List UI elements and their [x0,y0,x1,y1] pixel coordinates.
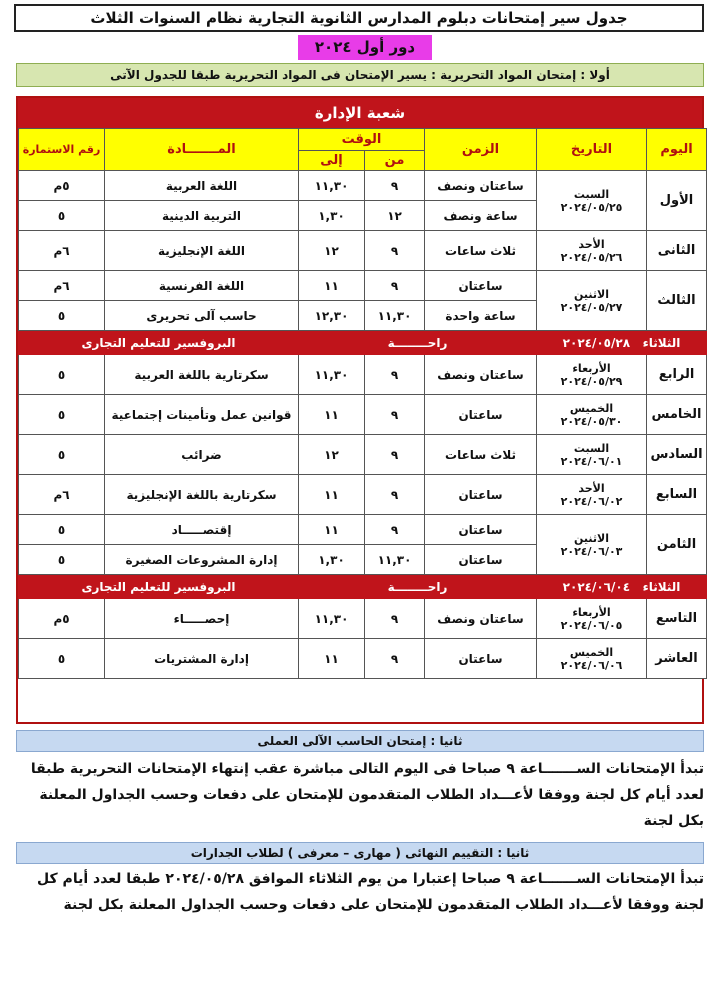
day-cell: العاشر [647,639,707,679]
rest-note: البروفسير للتعليم التجارى [19,575,299,599]
col-date: التاريخ [537,129,647,171]
table-row [19,231,707,271]
table-row [19,395,707,435]
from-cell: ٩ [365,171,425,201]
col-subject: المـــــــادة [105,129,299,171]
table-row [19,271,707,301]
to-cell: ١١ [299,639,365,679]
from-cell: ١١,٣٠ [365,545,425,575]
section2-text: تبدأ الإمتحانات الســـــــاعة ٩ صباحا فى اليوم التالى مباشرة عقب إنتهاء الإمتحانات التحريرية طبقا لعدد أيام كل لجنة ووفقا لأعـــداد الطلاب المتقدمون للإمتحان على دفعات وحسب الجداول المعلنة بكل لجنة [30,761,704,829]
section3-text: تبدأ الإمتحانات الســـــــاعة ٩ صباحا إعتبارا من يوم الثلاثاء الموافق ٢٠٢٤/٠٥/٢٨ طبقا لعدد أيام كل لجنة ووفقا لأعـــداد الطلاب المتقدمون للإمتحان على دفعات وحسب الجداول المعلنة بكل لجنة [37,871,704,913]
from-cell: ٩ [365,355,425,395]
duration-cell: ساعة واحدة [425,301,537,331]
date-cell: الخميس ٢٠٢٤/٠٦/٠٦ [537,639,647,679]
day-cell: السابع [647,475,707,515]
table-row [19,475,707,515]
duration-cell: ثلاث ساعات [425,231,537,271]
subject-cell: اللغة العربية [105,171,299,201]
rest-date: الثلاثاء ٢٠٢٤/٠٦/٠٤ [537,575,707,599]
duration-cell: ساعتان ونصف [425,355,537,395]
subject-cell: إدارة المشروعات الصغيرة [105,545,299,575]
duration-cell: ساعتان ونصف [425,599,537,639]
duration-cell: ثلاث ساعات [425,435,537,475]
date-cell: الخميس ٢٠٢٤/٠٥/٣٠ [537,395,647,435]
col-form: رقم الاستمارة [19,129,105,171]
table-row [19,171,707,201]
form-cell: ٥ [19,355,105,395]
date-cell: الأحد ٢٠٢٤/٠٦/٠٢ [537,475,647,515]
from-cell: ٩ [365,475,425,515]
subject-cell: اللغة الفرنسية [105,271,299,301]
table-row [19,515,707,545]
form-cell: ٥ [19,301,105,331]
section2-heading: ثانيا : إمتحان الحاسب الآلى العملى [16,730,704,752]
duration-cell: ساعتان [425,395,537,435]
to-cell: ١٢ [299,435,365,475]
form-cell: ٦م [19,475,105,515]
to-cell: ١١,٣٠ [299,171,365,201]
form-cell: ٥ [19,639,105,679]
day-cell: الخامس [647,395,707,435]
to-cell: ١١ [299,395,365,435]
col-duration: الزمن [425,129,537,171]
date-cell: الاثنين ٢٠٢٤/٠٥/٢٧ [537,271,647,331]
subject-cell: التربية الدينية [105,201,299,231]
day-cell: التاسع [647,599,707,639]
page-title: جدول سير إمتحانات دبلوم المدارس الثانوية التجارية نظام السنوات الثلاث [14,4,704,32]
to-cell: ١١ [299,515,365,545]
department-header: شعبة الإدارة [18,98,702,128]
duration-cell: ساعتان ونصف [425,171,537,201]
exam-round-badge: دور أول ٢٠٢٤ [298,35,432,60]
duration-cell: ساعة ونصف [425,201,537,231]
date-cell: الأحد ٢٠٢٤/٠٥/٢٦ [537,231,647,271]
table-row [19,599,707,639]
to-cell: ١١ [299,475,365,515]
duration-cell: ساعتان [425,515,537,545]
subject-cell: ضرائب [105,435,299,475]
col-from: من [365,151,425,171]
from-cell: ٩ [365,231,425,271]
rest-label: راحــــــــة [299,575,537,599]
col-to: إلى [299,151,365,171]
subject-cell: اللغة الإنجليزية [105,231,299,271]
day-cell: الثالث [647,271,707,331]
section3-heading: ثانيا : التقييم النهائى ( مهارى – معرفى ) لطلاب الجدارات [16,842,704,864]
to-cell: ١١,٣٠ [299,355,365,395]
to-cell: ١١,٣٠ [299,599,365,639]
from-cell: ٩ [365,639,425,679]
col-time: الوقت [299,129,425,151]
form-cell: ٥م [19,599,105,639]
duration-cell: ساعتان [425,545,537,575]
day-cell: الأول [647,171,707,231]
form-cell: ٥ [19,395,105,435]
form-cell: ٥ [19,545,105,575]
to-cell: ١,٣٠ [299,545,365,575]
to-cell: ١١ [299,271,365,301]
subject-cell: حاسب آلى تحريرى [105,301,299,331]
duration-cell: ساعتان [425,639,537,679]
from-cell: ١٢ [365,201,425,231]
rest-day-row [19,331,707,355]
rest-label: راحــــــــة [299,331,537,355]
day-cell: السادس [647,435,707,475]
date-cell: السبت ٢٠٢٤/٠٦/٠١ [537,435,647,475]
from-cell: ٩ [365,515,425,545]
to-cell: ١٢ [299,231,365,271]
to-cell: ١,٣٠ [299,201,365,231]
date-cell: الأربعاء ٢٠٢٤/٠٦/٠٥ [537,599,647,639]
date-cell: الاثنين ٢٠٢٤/٠٦/٠٣ [537,515,647,575]
subject-cell: إدارة المشتريات [105,639,299,679]
col-day: اليوم [647,129,707,171]
form-cell: ٥م [19,171,105,201]
from-cell: ٩ [365,395,425,435]
subject-cell: سكرتارية باللغة العربية [105,355,299,395]
duration-cell: ساعتان [425,271,537,301]
subject-cell: إحصـــــاء [105,599,299,639]
table-row [19,639,707,679]
from-cell: ٩ [365,599,425,639]
rest-date: الثلاثاء ٢٠٢٤/٠٥/٢٨ [537,331,707,355]
section1-heading: أولا : إمتحان المواد التحريرية : يسير الإمتحان فى المواد التحريرية طبقا للجدول الآتى [16,63,704,87]
table-row [19,435,707,475]
from-cell: ١١,٣٠ [365,301,425,331]
day-cell: الثانى [647,231,707,271]
form-cell: ٥ [19,515,105,545]
subject-cell: سكرتارية باللغة الإنجليزية [105,475,299,515]
subject-cell: قوانين عمل وتأمينات إجتماعية [105,395,299,435]
date-cell: السبت ٢٠٢٤/٠٥/٢٥ [537,171,647,231]
day-cell: الرابع [647,355,707,395]
date-cell: الأربعاء ٢٠٢٤/٠٥/٢٩ [537,355,647,395]
day-cell: الثامن [647,515,707,575]
exam-schedule-table [16,96,704,724]
form-cell: ٦م [19,271,105,301]
rest-day-row [19,575,707,599]
subject-cell: إقتصـــــاد [105,515,299,545]
form-cell: ٥ [19,201,105,231]
from-cell: ٩ [365,271,425,301]
form-cell: ٥ [19,435,105,475]
rest-note: البروفسير للتعليم التجارى [19,331,299,355]
from-cell: ٩ [365,435,425,475]
form-cell: ٦م [19,231,105,271]
table-row [19,355,707,395]
to-cell: ١٢,٣٠ [299,301,365,331]
duration-cell: ساعتان [425,475,537,515]
